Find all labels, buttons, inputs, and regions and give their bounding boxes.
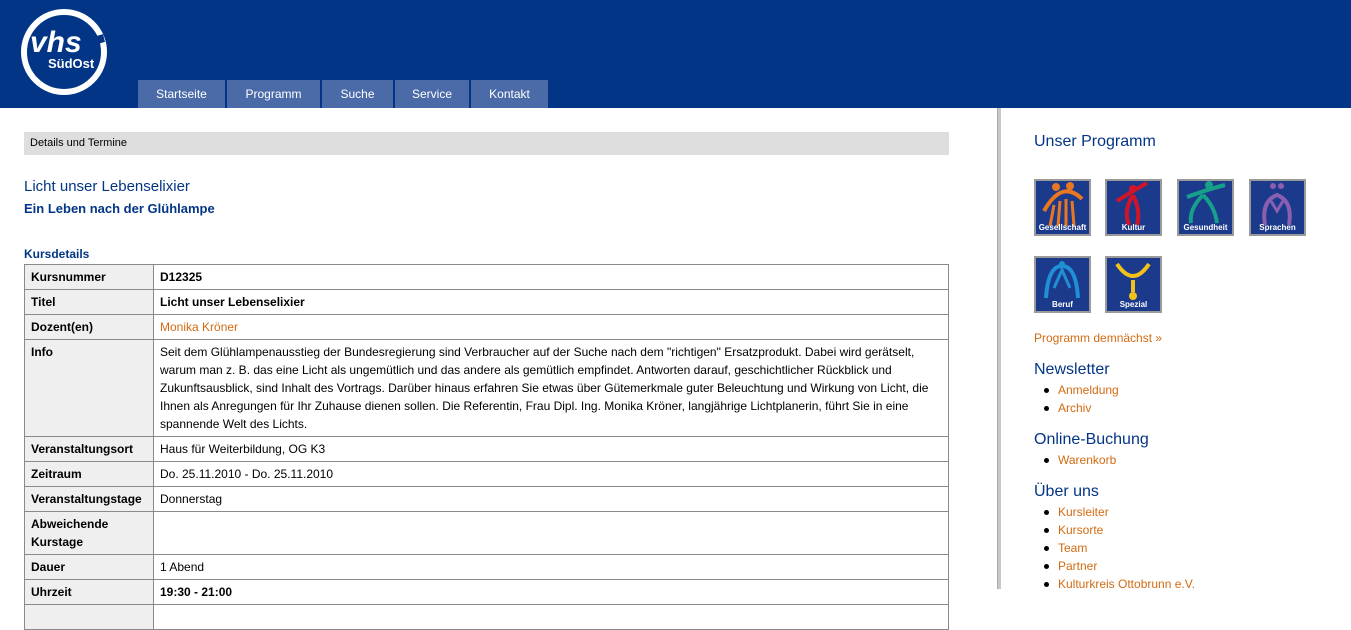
details-table: [24, 264, 949, 630]
nav-service[interactable]: Service: [395, 80, 469, 108]
table-row: [25, 340, 949, 437]
row-value: Donnerstag: [154, 487, 949, 512]
info-text: Seit dem Glühlampenausstieg der Bundesregierung sind Verbraucher auf der Suche nach dem "richtigen" Ersatzprodukt. Dabei wird gerätselt, warum man z. B. das eine Licht als ungemütlich und das andere als gemütlich empfindet. Antworten darauf, geschichtlicher Rückblick und Zukunftsausblick, sind Inhalt des Vortrags. Darüber hinaus erfahren Sie etwas über Gütemerkmale guter Beleuchtung und Wirkung von Licht, die Ihnen als Anregungen für Ihr Zuhause dienen sollen. Die Referentin, Frau Dipl. Ing. Monika Kröner, langjährige Lichtplanerin, führt Sie in eine spannende Welt des Lichts.: [154, 340, 949, 437]
tile-label: Gesellschaft: [1038, 223, 1087, 232]
table-row: [25, 290, 949, 315]
row-key: Zeitraum: [25, 462, 154, 487]
program-tile-gesellschaft[interactable]: [1034, 179, 1091, 236]
table-row: [25, 462, 949, 487]
table-row: [25, 605, 949, 630]
row-value: [154, 512, 949, 555]
main-nav: [138, 80, 550, 108]
program-tile-gesundheit[interactable]: [1177, 179, 1234, 236]
tile-label: Spezial: [1119, 300, 1148, 309]
row-key: Titel: [25, 290, 154, 315]
table-row: [25, 487, 949, 512]
about-link-kulturkreis[interactable]: Kulturkreis Ottobrunn e.V.: [1034, 575, 1195, 593]
row-key: Kursnummer: [25, 265, 154, 290]
row-key: Veranstaltungsort: [25, 437, 154, 462]
nav-kontakt[interactable]: Kontakt: [471, 80, 548, 108]
newsletter-list: [1034, 381, 1119, 417]
tile-label: Sprachen: [1259, 223, 1296, 232]
row-value: 1 Abend: [154, 555, 949, 580]
about-link-kursorte[interactable]: Kursorte: [1034, 521, 1195, 539]
course-title: Licht unser Lebenselixier: [24, 178, 190, 195]
site-header: [0, 0, 1351, 108]
table-row: [25, 580, 949, 605]
table-row: [25, 315, 949, 340]
table-row: [25, 555, 949, 580]
program-heading: Unser Programm: [1034, 133, 1156, 150]
nav-startseite[interactable]: Startseite: [138, 80, 225, 108]
about-list: [1034, 503, 1195, 593]
sidebar: [1034, 108, 1344, 589]
program-tile-beruf[interactable]: [1034, 256, 1091, 313]
newsletter-link-archiv[interactable]: Archiv: [1034, 399, 1119, 417]
logo-text-bottom: SüdOst: [48, 56, 95, 71]
newsletter-link-anmeldung[interactable]: Anmeldung: [1034, 381, 1119, 399]
tile-label: Kultur: [1121, 223, 1146, 232]
row-value: [154, 605, 949, 630]
about-link-team[interactable]: Team: [1034, 539, 1195, 557]
row-key: Dozent(en): [25, 315, 154, 340]
table-row: [25, 437, 949, 462]
vhs-logo[interactable]: [20, 8, 110, 96]
table-row: [25, 265, 949, 290]
logo-text-top: vhs: [30, 26, 82, 59]
tile-label: Gesundheit: [1183, 223, 1228, 232]
cart-link[interactable]: Warenkorb: [1034, 451, 1116, 469]
program-tile-sprachen[interactable]: [1249, 179, 1306, 236]
details-heading: Kursdetails: [24, 247, 90, 261]
online-booking-heading: Online-Buchung: [1034, 431, 1149, 448]
row-key: Info: [25, 340, 154, 437]
row-key: Veranstaltungstage: [25, 487, 154, 512]
program-tile-spezial[interactable]: [1105, 256, 1162, 313]
row-value: 19:30 - 21:00: [154, 580, 949, 605]
about-heading: Über uns: [1034, 483, 1099, 500]
nav-programm[interactable]: Programm: [227, 80, 320, 108]
about-link-kursleiter[interactable]: Kursleiter: [1034, 503, 1195, 521]
row-value: Haus für Weiterbildung, OG K3: [154, 437, 949, 462]
row-value: Licht unser Lebenselixier: [154, 290, 949, 315]
row-key: Uhrzeit: [25, 580, 154, 605]
program-more-link[interactable]: Programm demnächst »: [1034, 331, 1163, 345]
row-key: Dauer: [25, 555, 154, 580]
program-tile-kultur[interactable]: [1105, 179, 1162, 236]
online-booking-list: [1034, 451, 1116, 469]
table-row: [25, 512, 949, 555]
row-key: [25, 605, 154, 630]
tile-label: Beruf: [1052, 300, 1073, 309]
course-subtitle: Ein Leben nach der Glühlampe: [24, 201, 215, 216]
nav-suche[interactable]: Suche: [322, 80, 393, 108]
newsletter-heading: Newsletter: [1034, 361, 1110, 378]
row-value: Do. 25.11.2010 - Do. 25.11.2010: [154, 462, 949, 487]
about-link-partner[interactable]: Partner: [1034, 557, 1195, 575]
main-content: [0, 108, 998, 599]
dozent-link[interactable]: Monika Kröner: [154, 315, 949, 340]
row-key: Abweichende Kurstage: [25, 512, 154, 555]
breadcrumb: Details und Termine: [24, 132, 949, 155]
column-divider: [997, 108, 1001, 589]
row-value: D12325: [154, 265, 949, 290]
